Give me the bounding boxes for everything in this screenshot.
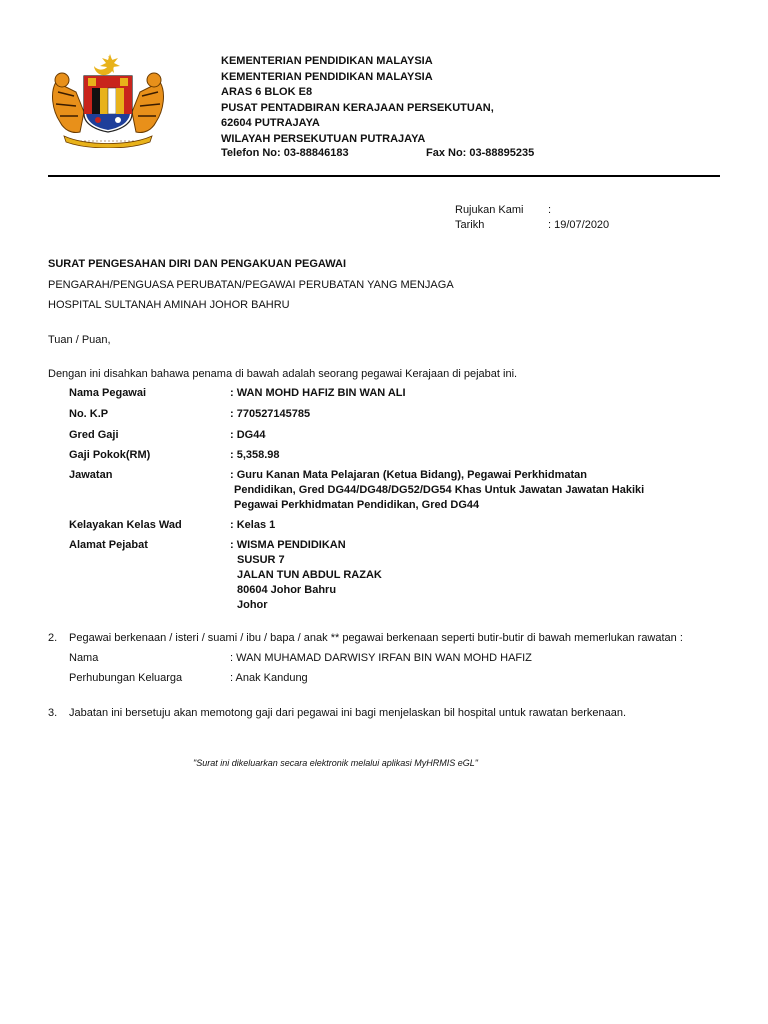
recipient-line-2: HOSPITAL SULTANAH AMINAH JOHOR BAHRU — [48, 299, 290, 311]
dependent-nama-label: Nama — [69, 652, 99, 664]
nama-pegawai-value: : WAN MOHD HAFIZ BIN WAN ALI — [230, 387, 406, 399]
alamat-pejabat-label: Alamat Pejabat — [69, 539, 148, 551]
perhubungan-value: : Anak Kandung — [230, 672, 308, 684]
kelas-wad-label: Kelayakan Kelas Wad — [69, 519, 182, 531]
dependent-nama-value: : WAN MUHAMAD DARWISY IRFAN BIN WAN MOHD HAFIZ — [230, 652, 532, 664]
jawatan-line-3: Pegawai Perkhidmatan Pendidikan, Gred DG44 — [234, 499, 480, 511]
gred-gaji-value: : DG44 — [230, 429, 266, 441]
electronic-issue-note: "Surat ini dikeluarkan secara elektronik melalui aplikasi MyHRMIS eGL" — [193, 758, 479, 768]
perhubungan-label: Perhubungan Keluarga — [69, 672, 183, 684]
no-kp-label: No. K.P — [69, 408, 109, 420]
letterhead — [221, 54, 494, 148]
recipient-line-1: PENGARAH/PENGUASA PERUBATAN/PEGAWAI PERUBATAN YANG MENJAGA — [48, 279, 454, 291]
nama-pegawai-label: Nama Pegawai — [69, 387, 147, 399]
no-kp-value: : 770527145785 — [230, 408, 311, 420]
tarikh-label: Tarikh — [455, 219, 485, 231]
header-line-centre: PUSAT PENTADBIRAN KERAJAAN PERSEKUTUAN, — [221, 101, 494, 114]
header-line-territory: WILAYAH PERSEKUTUAN PUTRAJAYA — [221, 132, 426, 145]
header-telefon: Telefon No: 03-88846183 — [221, 147, 349, 159]
header-fax: Fax No: 03-88895235 — [426, 147, 535, 159]
header-line-postcode: 62604 PUTRAJAYA — [221, 117, 320, 130]
para2-text: Pegawai berkenaan / isteri / suami / ibu / bapa / anak ** pegawai berkenaan seperti butir-butir di bawah memerlukan rawatan : — [69, 632, 683, 644]
intro-text: Dengan ini disahkan bahawa penama di bawah adalah seorang pegawai Kerajaan di pejabat ini. — [48, 368, 518, 380]
gaji-pokok-value: : 5,358.98 — [230, 449, 280, 461]
header-line-ministry: KEMENTERIAN PENDIDIKAN MALAYSIA — [221, 55, 433, 67]
rujukan-value: : — [548, 204, 552, 216]
kelas-wad-value: : Kelas 1 — [230, 519, 276, 531]
gaji-pokok-label: Gaji Pokok(RM) — [69, 449, 151, 461]
gred-gaji-label: Gred Gaji — [69, 429, 119, 441]
jawatan-line-1: : Guru Kanan Mata Pelajaran (Ketua Bidang), Pegawai Perkhidmatan — [230, 469, 587, 481]
rujukan-label: Rujukan Kami — [455, 204, 524, 216]
alamat-line-5: Johor — [237, 599, 268, 611]
jawatan-label: Jawatan — [69, 469, 113, 481]
tarikh-value: : 19/07/2020 — [548, 219, 610, 231]
coat-of-arms-icon — [46, 52, 170, 148]
header-line-ministry-2: KEMENTERIAN PENDIDIKAN MALAYSIA — [221, 70, 433, 83]
header-line-floor: ARAS 6 BLOK E8 — [221, 86, 313, 99]
header-divider — [48, 175, 720, 177]
para3-number: 3. — [48, 707, 58, 719]
alamat-line-4: 80604 Johor Bahru — [237, 584, 337, 596]
salutation: Tuan / Puan, — [48, 334, 111, 346]
letter-title: SURAT PENGESAHAN DIRI DAN PENGAKUAN PEGAWAI — [48, 258, 347, 270]
alamat-line-1: : WISMA PENDIDIKAN — [230, 539, 346, 551]
para3-text: Jabatan ini bersetuju akan memotong gaji dari pegawai ini bagi menjelaskan bil hospital untuk rawatan berkenaan. — [69, 707, 627, 719]
para2-number: 2. — [48, 632, 58, 644]
jawatan-line-2: Pendidikan, Gred DG44/DG48/DG52/DG54 Khas Untuk Jawatan Jawatan Hakiki — [234, 484, 645, 496]
alamat-line-3: JALAN TUN ABDUL RAZAK — [237, 569, 382, 581]
alamat-line-2: SUSUR 7 — [237, 554, 285, 566]
